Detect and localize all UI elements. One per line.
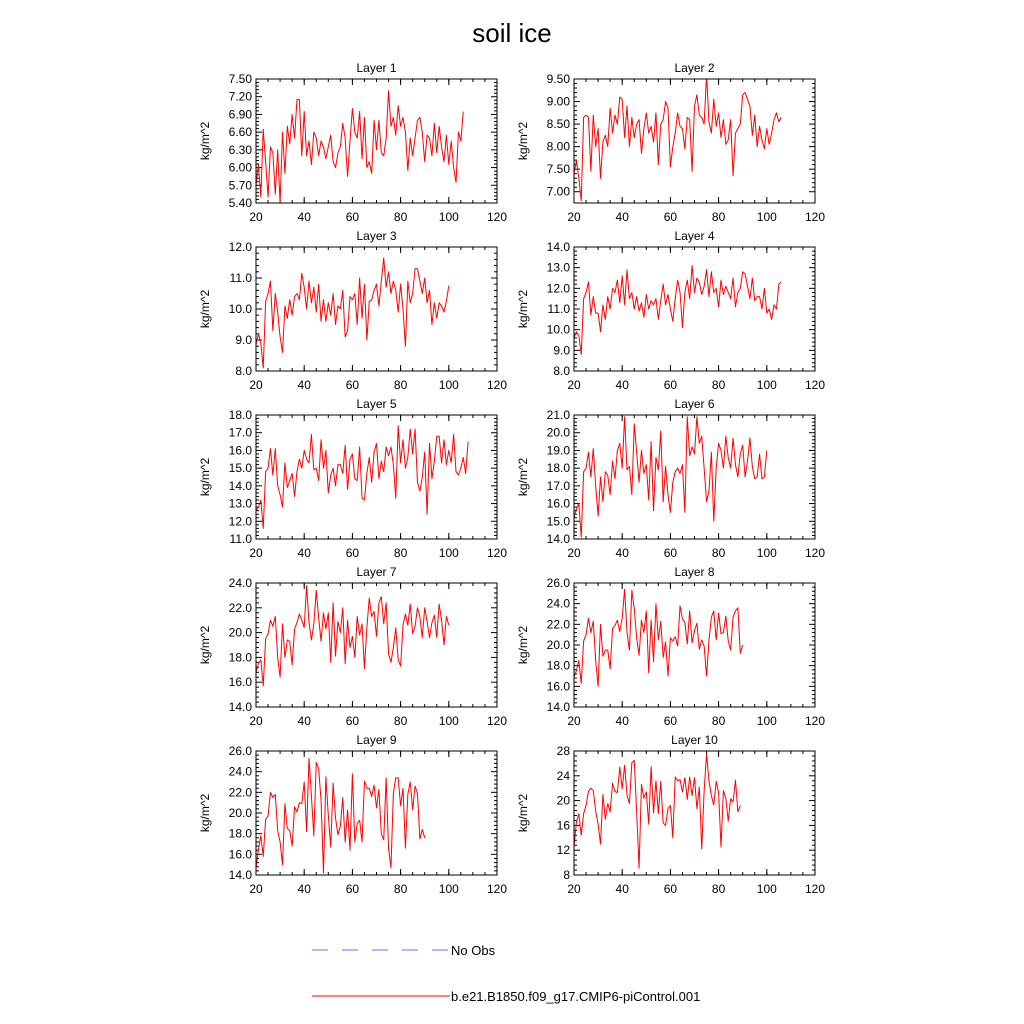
chart-panel [516, 565, 825, 728]
x-tick-label: 40 [297, 546, 311, 560]
x-tick-label: 120 [486, 378, 508, 392]
x-tick-label: 20 [567, 210, 581, 224]
y-tick-label: 21.0 [546, 408, 570, 422]
x-tick-label: 80 [393, 882, 408, 896]
y-tick-label: 8.0 [235, 364, 252, 378]
legend-obs-label: No Obs [451, 943, 496, 958]
x-tick-label: 40 [615, 546, 629, 560]
y-tick-label: 6.00 [228, 160, 252, 175]
y-tick-label: 12.0 [228, 514, 252, 529]
x-tick-label: 80 [393, 546, 408, 560]
chart-panel [516, 61, 825, 224]
y-tick-label: 11.0 [547, 302, 570, 316]
x-tick-label: 80 [393, 378, 408, 392]
y-tick-label: 16.0 [228, 443, 252, 458]
chart-panels [198, 61, 825, 896]
plot-frame [256, 247, 497, 371]
y-tick-label: 15.0 [546, 514, 570, 529]
x-tick-label: 60 [345, 882, 360, 896]
y-tick-label: 14.0 [228, 868, 252, 882]
series-line [256, 758, 425, 873]
panel-title: Layer 3 [356, 229, 397, 243]
panel-title: Layer 10 [671, 733, 718, 747]
chart-panel [516, 733, 825, 896]
y-tick-label: 18.0 [228, 408, 252, 422]
x-tick-label: 120 [804, 882, 826, 896]
x-tick-label: 40 [297, 714, 311, 728]
x-tick-label: 40 [615, 882, 629, 896]
x-tick-label: 20 [249, 882, 263, 896]
y-tick-label: 8.0 [553, 364, 570, 378]
y-tick-label: 7.50 [228, 72, 252, 86]
y-tick-label: 24.0 [228, 576, 252, 590]
y-tick-label: 17.0 [228, 425, 252, 440]
x-tick-label: 120 [804, 714, 826, 728]
plot-frame [574, 583, 815, 707]
y-axis-label: kg/m^2 [516, 121, 530, 161]
y-tick-label: 18.0 [228, 650, 252, 665]
y-axis-label: kg/m^2 [198, 289, 212, 329]
plot-frame [256, 583, 497, 707]
chart-panel [198, 733, 507, 896]
y-axis-label: kg/m^2 [198, 625, 212, 665]
series-line [574, 754, 740, 868]
series-line [574, 417, 767, 537]
x-tick-label: 100 [438, 378, 459, 392]
y-tick-label: 13.0 [546, 260, 570, 275]
x-tick-label: 60 [345, 378, 360, 392]
x-tick-label: 80 [393, 714, 408, 728]
y-axis-label: kg/m^2 [516, 793, 530, 833]
x-tick-label: 40 [615, 714, 629, 728]
y-tick-label: 6.90 [228, 107, 252, 122]
y-tick-label: 18.0 [546, 461, 570, 476]
x-tick-label: 80 [711, 546, 726, 560]
y-tick-label: 24 [556, 768, 570, 783]
y-tick-label: 22.0 [228, 785, 252, 800]
x-tick-label: 100 [438, 714, 459, 728]
panel-title: Layer 5 [356, 397, 397, 411]
y-tick-label: 18.0 [228, 826, 252, 841]
x-tick-label: 120 [804, 378, 826, 392]
x-tick-label: 60 [663, 882, 678, 896]
y-tick-label: 10.0 [546, 322, 570, 337]
y-axis-label: kg/m^2 [198, 121, 212, 161]
legend-model-label: b.e21.B1850.f09_g17.CMIP6-piControl.001 [451, 989, 701, 1004]
x-tick-label: 100 [756, 546, 777, 560]
x-tick-label: 20 [249, 714, 263, 728]
x-tick-label: 20 [567, 378, 581, 392]
y-tick-label: 7.00 [546, 184, 570, 199]
panel-title: Layer 9 [356, 733, 397, 747]
panel-title: Layer 8 [674, 565, 715, 579]
y-tick-label: 11.0 [229, 532, 252, 546]
x-tick-label: 120 [486, 882, 508, 896]
x-tick-label: 100 [756, 714, 777, 728]
y-tick-label: 24.0 [228, 764, 252, 779]
y-axis-label: kg/m^2 [516, 625, 530, 665]
series-line [256, 91, 463, 203]
x-tick-label: 60 [663, 378, 678, 392]
y-tick-label: 22.0 [546, 617, 570, 632]
x-tick-label: 100 [438, 546, 459, 560]
x-tick-label: 20 [567, 546, 581, 560]
x-tick-label: 80 [393, 210, 408, 224]
y-tick-label: 6.30 [228, 142, 252, 157]
chart-panel [198, 565, 507, 728]
y-tick-label: 12 [556, 843, 570, 858]
y-tick-label: 9.0 [553, 343, 570, 358]
y-tick-label: 16 [556, 818, 570, 833]
y-tick-label: 12.0 [546, 281, 570, 296]
series-line [256, 258, 449, 368]
y-tick-label: 14.0 [546, 532, 570, 546]
y-tick-label: 26.0 [546, 576, 570, 590]
y-tick-label: 20.0 [546, 638, 570, 652]
x-tick-label: 60 [663, 546, 678, 560]
y-tick-label: 17.0 [546, 478, 570, 493]
y-tick-label: 14.0 [228, 478, 252, 493]
y-tick-label: 16.0 [546, 496, 570, 511]
y-axis-label: kg/m^2 [516, 289, 530, 329]
x-tick-label: 60 [345, 546, 360, 560]
y-tick-label: 16.0 [228, 847, 252, 862]
y-tick-label: 26.0 [228, 744, 252, 758]
chart-panel [516, 397, 825, 560]
y-tick-label: 20.0 [546, 425, 570, 440]
y-tick-label: 9.0 [235, 333, 252, 347]
x-tick-label: 60 [345, 210, 360, 224]
plot-frame [574, 751, 815, 875]
y-tick-label: 19.0 [546, 443, 570, 458]
chart-panel [198, 397, 507, 560]
x-tick-label: 80 [711, 714, 726, 728]
y-tick-label: 7.20 [228, 89, 252, 104]
x-tick-label: 80 [711, 378, 726, 392]
plot-frame [574, 79, 815, 203]
panel-title: Layer 6 [674, 397, 715, 411]
x-tick-label: 60 [663, 210, 678, 224]
series-line [574, 74, 781, 200]
series-line [256, 426, 468, 529]
y-tick-label: 5.70 [228, 178, 252, 193]
y-tick-label: 10.0 [228, 302, 252, 316]
chart-title: soil ice [472, 18, 552, 48]
y-tick-label: 16.0 [546, 679, 570, 694]
x-tick-label: 40 [297, 882, 311, 896]
x-tick-label: 40 [615, 378, 629, 392]
series-line [574, 589, 743, 686]
y-axis-label: kg/m^2 [198, 457, 212, 497]
y-tick-label: 8.50 [546, 117, 570, 132]
y-tick-label: 13.0 [228, 496, 252, 511]
y-tick-label: 28 [556, 744, 570, 758]
x-tick-label: 120 [486, 546, 508, 560]
x-tick-label: 100 [438, 882, 459, 896]
panel-title: Layer 4 [674, 229, 715, 243]
x-tick-label: 80 [711, 882, 726, 896]
x-tick-label: 120 [486, 714, 508, 728]
series-line [256, 585, 449, 685]
x-tick-label: 40 [297, 378, 311, 392]
panel-title: Layer 7 [356, 565, 397, 579]
y-tick-label: 20.0 [228, 625, 252, 640]
plot-frame [574, 415, 815, 539]
y-tick-label: 20.0 [228, 806, 252, 820]
y-tick-label: 22.0 [228, 600, 252, 615]
y-tick-label: 8 [563, 868, 570, 882]
x-tick-label: 100 [438, 210, 459, 224]
y-tick-label: 7.50 [546, 162, 570, 177]
x-tick-label: 120 [804, 546, 826, 560]
y-tick-label: 14.0 [546, 240, 570, 254]
y-tick-label: 9.50 [546, 72, 570, 86]
y-tick-label: 24.0 [546, 596, 570, 611]
chart-panel [198, 229, 507, 392]
y-tick-label: 9.00 [546, 94, 570, 109]
x-tick-label: 100 [756, 210, 777, 224]
x-tick-label: 120 [486, 210, 508, 224]
x-tick-label: 100 [756, 882, 777, 896]
x-tick-label: 60 [345, 714, 360, 728]
y-tick-label: 6.60 [228, 125, 252, 140]
y-tick-label: 18.0 [546, 658, 570, 673]
y-tick-label: 14.0 [546, 700, 570, 714]
x-tick-label: 80 [711, 210, 726, 224]
legend [312, 943, 700, 1004]
panel-title: Layer 2 [674, 61, 715, 75]
y-axis-label: kg/m^2 [516, 457, 530, 497]
x-tick-label: 120 [804, 210, 826, 224]
plot-frame [256, 751, 497, 875]
y-tick-label: 20 [556, 793, 570, 808]
chart-panel [516, 229, 825, 392]
x-tick-label: 40 [297, 210, 311, 224]
x-tick-label: 20 [567, 714, 581, 728]
y-tick-label: 12.0 [228, 240, 252, 254]
y-tick-label: 5.40 [228, 196, 252, 210]
y-tick-label: 11.0 [229, 271, 252, 285]
y-tick-label: 16.0 [228, 675, 252, 690]
y-tick-label: 14.0 [228, 700, 252, 714]
x-tick-label: 100 [756, 378, 777, 392]
x-tick-label: 20 [249, 210, 263, 224]
x-tick-label: 60 [663, 714, 678, 728]
panel-title: Layer 1 [356, 61, 397, 75]
y-tick-label: 15.0 [228, 461, 252, 476]
x-tick-label: 20 [249, 546, 263, 560]
x-tick-label: 20 [249, 378, 263, 392]
y-tick-label: 8.00 [546, 139, 570, 154]
series-line [574, 266, 781, 355]
x-tick-label: 40 [615, 210, 629, 224]
chart-panel [198, 61, 507, 224]
y-axis-label: kg/m^2 [198, 793, 212, 833]
x-tick-label: 20 [567, 882, 581, 896]
